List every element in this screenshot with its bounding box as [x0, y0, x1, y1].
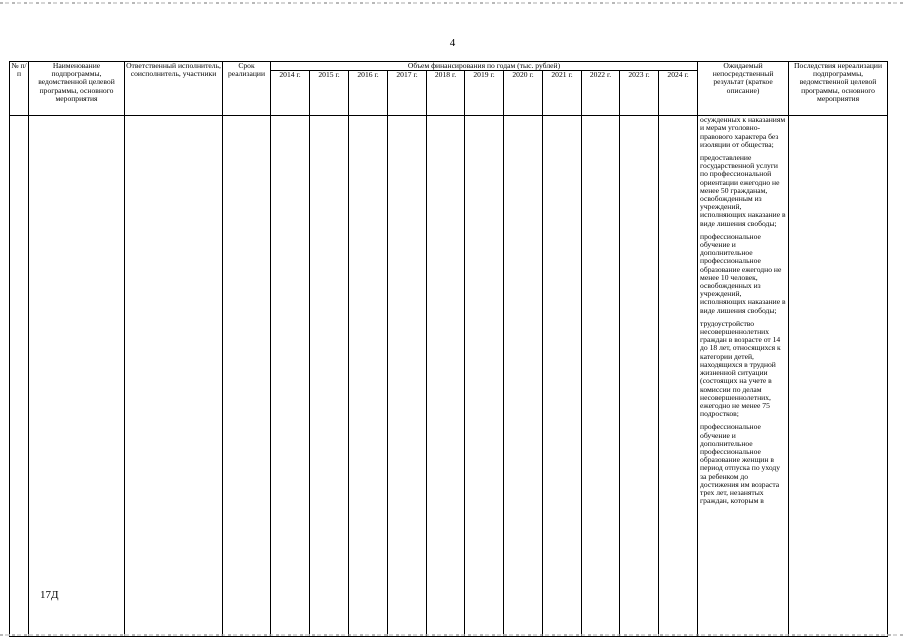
- result-item: предоставление государственной услуги по профессиональной ориентации ежегодно не менее 50 гражданам, освобожденным из учреждений, исполняющих наказание в виде лишения свободы;: [700, 153, 786, 228]
- page-number: 4: [449, 37, 456, 49]
- header-funding: Объем финансирования по годам (тыс. рублей): [271, 62, 698, 71]
- year-header: 2018 г.: [427, 71, 465, 116]
- header-responsible: Ответственный исполнитель, соисполнитель, участники: [125, 62, 223, 116]
- cell-funding: [388, 116, 427, 637]
- year-header: 2021 г.: [543, 71, 582, 116]
- scan-top-edge: [0, 2, 905, 4]
- cell-funding: [582, 116, 620, 637]
- header-num: № п/п: [10, 62, 29, 116]
- cell-consequences: [789, 116, 888, 637]
- cell-funding: [271, 116, 310, 637]
- cell-term: [223, 116, 271, 637]
- table-row: [10, 116, 888, 637]
- cell-funding: [349, 116, 388, 637]
- year-header: 2014 г.: [271, 71, 310, 116]
- cell-funding: [504, 116, 543, 637]
- year-header: 2015 г.: [310, 71, 349, 116]
- result-item: трудоустройство несовершеннолетних граждан в возрасте от 14 до 18 лет, относящихся к категории детей, находящихся в трудной жизненной ситуации (состоящих на учете в комиссии по делам несовершеннолетних, ежегодно не менее 75 подростков;: [700, 318, 781, 419]
- header-name: Наименование подпрограммы, ведомственной целевой программы, основного мероприятия: [29, 62, 125, 116]
- cell-funding: [427, 116, 465, 637]
- cell-funding: [465, 116, 504, 637]
- cell-num: [10, 116, 29, 637]
- scan-bottom-edge: [0, 634, 905, 636]
- year-header: 2019 г.: [465, 71, 504, 116]
- year-header: 2024 г.: [659, 71, 698, 116]
- result-item: осужденных к наказаниям и мерам уголовно-правового характера без изоляции от общества;: [700, 115, 786, 149]
- result-item: профессиональное обучение и дополнительное профессиональное образование женщин в период отпуска по уходу за ребенком до достижения им возраста трех лет, незанятых граждан, которым в: [700, 422, 781, 506]
- cell-funding: [543, 116, 582, 637]
- header-expected-result: Ожидаемый непосредственный результат (краткое описание): [698, 62, 789, 116]
- cell-responsible: [125, 116, 223, 637]
- cell-funding: [310, 116, 349, 637]
- year-header: 2022 г.: [582, 71, 620, 116]
- document-code: 17Д: [40, 589, 59, 601]
- header-term: Срок реализации: [223, 62, 271, 116]
- cell-name: [29, 116, 125, 637]
- result-item: профессиональное обучение и дополнительное профессиональное образование ежегодно не менее 10 человек, освобожденных из учреждений, исполняющих наказание в виде лишения свободы;: [700, 231, 786, 315]
- year-header: 2020 г.: [504, 71, 543, 116]
- cell-funding: [659, 116, 698, 637]
- cell-funding: [620, 116, 659, 637]
- cell-expected-result: [698, 116, 789, 637]
- year-header: 2023 г.: [620, 71, 659, 116]
- header-consequences: Последствия нереализации подпрограммы, ведомственной целевой программы, основного мероприятия: [789, 62, 888, 116]
- year-header: 2017 г.: [388, 71, 427, 116]
- year-header: 2016 г.: [349, 71, 388, 116]
- program-table: [9, 61, 888, 637]
